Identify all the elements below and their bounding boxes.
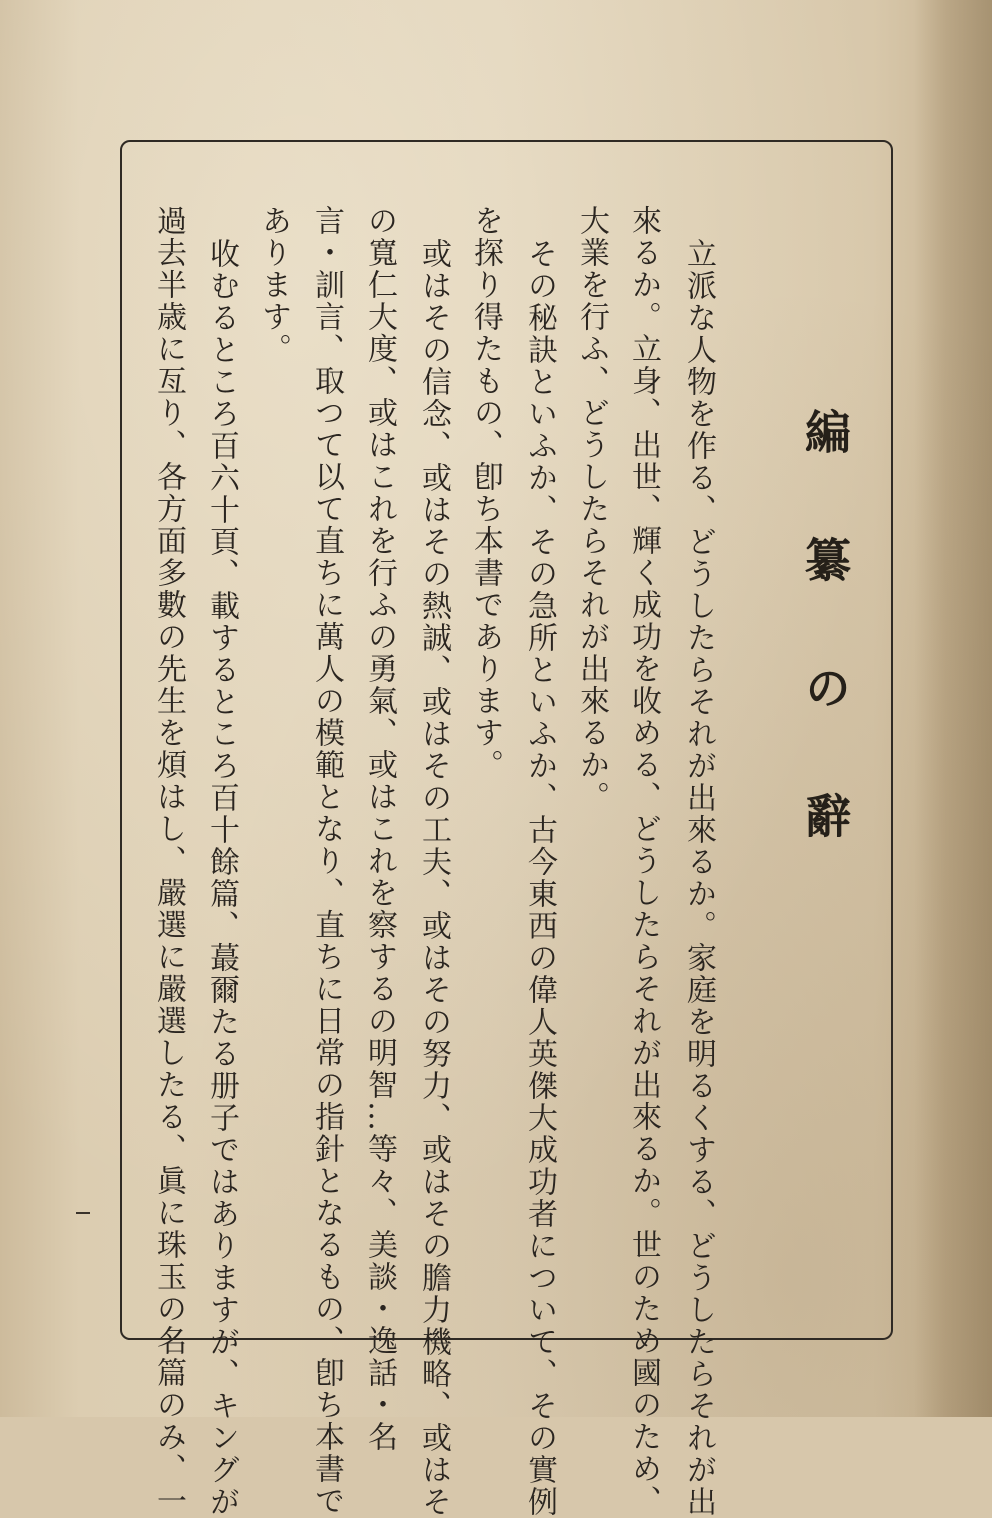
page-title: 編纂の辭 [798,408,852,920]
text-column-9: あります。 [256,205,291,365]
text-column-11: 過去半歳に亙り、各方面多數の先生を煩はし、嚴選に嚴選したる、眞に珠玉の名篇のみ、一 [151,205,186,1517]
text-column-3: 大業を行ふ、どうしたらそれが出來るか。 [574,205,609,813]
text-column-4: その秘訣といふか、その急所といふか、古今東西の偉人英傑大成功者について、その實例 [522,238,557,1518]
text-column-6: 或はその信念、或はその熱誠、或はその工夫、或はその努力、或はその膽力機略、或はそ [416,238,451,1518]
margin-mark [76,1212,90,1214]
text-column-2: 來るか。立身、出世、輝く成功を收める、どうしたらそれが出來るか。世のため國のため、 [626,205,661,1517]
body-text [151,205,855,1518]
text-column-5: を探り得たもの、卽ち本書であります。 [468,205,503,781]
text-column-8: 言・訓言、取つて以て直ちに萬人の模範となり、直ちに日常の指針となるもの、卽ち本書で [309,205,344,1517]
text-column-7: の寬仁大度、或はこれを行ふの勇氣、或はこれを察するの明智…等々、美談・逸話・名 [362,205,397,1453]
text-column-10: 收むるところ百六十頁、載するところ百十餘篇、蕞爾たる册子ではありますが、キングが [204,238,239,1518]
text-column-1: 立派な人物を作る、どうしたらそれが出來るか。家庭を明るくする、どうしたらそれが出 [681,238,716,1518]
page-edge-shadow [914,0,992,1417]
